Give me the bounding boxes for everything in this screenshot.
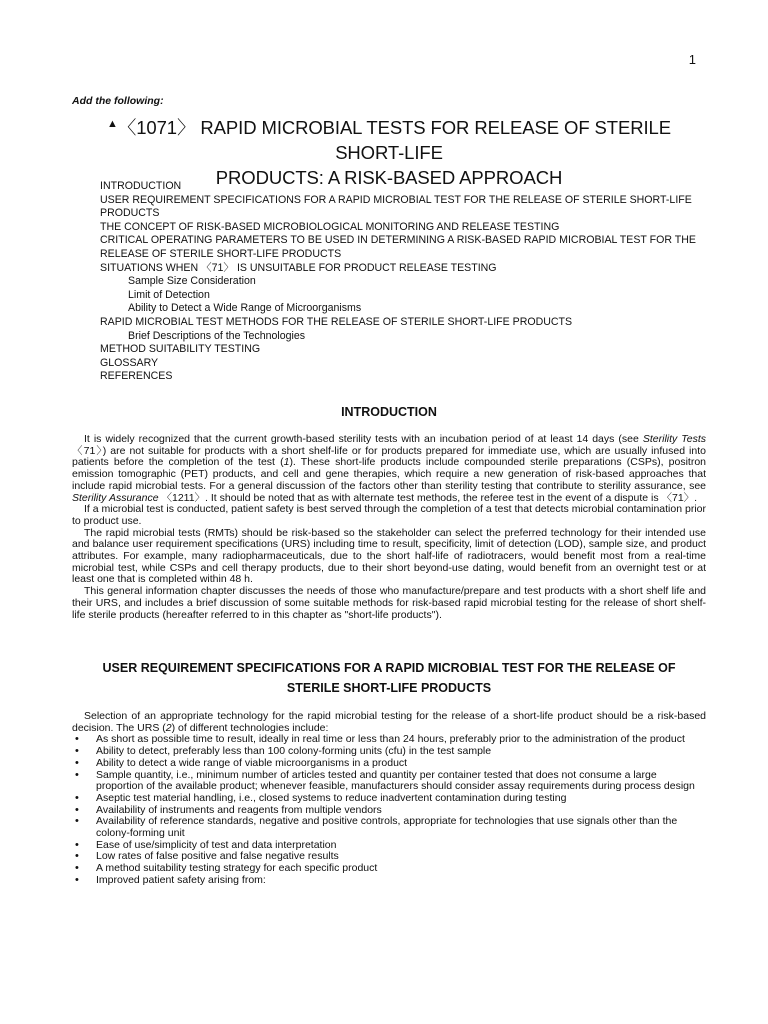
toc-entry: USER REQUIREMENT SPECIFICATIONS FOR A RAPID MICROBIAL TEST FOR THE RELEASE OF STERILE SHORT-LIFE PRODUCTS — [100, 193, 692, 220]
intro-paragraph-2: If a microbial test is conducted, patient safety is best served through the completion of a test that detects microbial contamination prior to product use. — [72, 503, 706, 527]
chapter-title-line1: 〈1071〉 RAPID MICROBIAL TESTS FOR RELEASE OF STERILE SHORT-LIFE — [117, 117, 671, 163]
urs-heading-line1: USER REQUIREMENT SPECIFICATIONS FOR A RAPID MICROBIAL TEST FOR THE RELEASE OF — [102, 661, 676, 675]
toc-entry: RAPID MICROBIAL TEST METHODS FOR THE RELEASE OF STERILE SHORT-LIFE PRODUCTS — [100, 315, 573, 328]
table-of-contents — [100, 180, 700, 384]
urs-bullet-item: • Ability to detect a wide range of viable microorganisms in a product — [72, 758, 706, 770]
introduction-body — [72, 434, 706, 621]
urs-bullet-item: • Availability of instruments and reagents from multiple vendors — [72, 805, 706, 817]
toc-entry: Sample Size Consideration — [128, 275, 256, 288]
urs-bullet-item: • Aseptic test material handling, i.e., closed systems to reduce inadvertent contamination during testing — [72, 793, 706, 805]
urs-body — [72, 711, 706, 887]
urs-bullet-item: • As short as possible time to result, ideally in real time or less than 24 hours, preferably prior to the administration of the product — [72, 734, 706, 746]
intro-paragraph-1: It is widely recognized that the current growth-based sterility tests with an incubation period of at least 14 days (see Sterility Tests 〈71〉) are not suitable for products with a short shelf-life or for products prepared for immediate use, which are usually infused into patients before the completion of the test (1). These short-life products include compounded sterile preparations (CSPs), positron emission tomographic (PET) products, and cell and gene therapies, which require a new generation of risk-based approaches that include rapid microbial tests. For a general discussion of the factors other than sterility testing that contribute to sterility assurance, see Sterility Assurance 〈1211〉. It should be noted that as with alternate test methods, the referee test in the event of a dispute is 〈71〉. — [72, 433, 707, 504]
intro-paragraph-3: The rapid microbial tests (RMTs) should be risk-based so the stakeholder can select the preferred technology for their intended use and balance user requirement specifications (URS) including time to result, specificity, limit of detection (LOD), sample size, and product attributes. For example, many radiopharmaceuticals, due to the short half-life of radiotracers, would benefit most from a real-time microbial test, while CSPs and cell therapy products, due to their short beyond-use dating, would benefit from an overnight test or at least one that is completed within 48 h. — [72, 526, 706, 586]
page-number: 1 — [688, 52, 696, 67]
chapter-title — [72, 112, 706, 190]
toc-entry: Brief Descriptions of the Technologies — [128, 329, 306, 342]
urs-bullet-item: • Sample quantity, i.e., minimum number of articles tested and quantity per container tested that does not consume a large proportion of the available product; whenever feasible, manufacturers should consider assay requirements during process design — [72, 770, 706, 793]
toc-entry: SITUATIONS WHEN 〈71〉 IS UNSUITABLE FOR PRODUCT RELEASE TESTING — [100, 261, 497, 274]
toc-entry: REFERENCES — [100, 370, 173, 383]
toc-entry: Ability to Detect a Wide Range of Microorganisms — [128, 302, 362, 315]
urs-bullet-item: • A method suitability testing strategy for each specific product — [72, 863, 706, 875]
chapter-title-line2: PRODUCTS: A RISK-BASED APPROACH — [215, 167, 563, 188]
toc-entry: Limit of Detection — [128, 288, 210, 301]
toc-entry: THE CONCEPT OF RISK-BASED MICROBIOLOGICAL MONITORING AND RELEASE TESTING — [100, 220, 560, 233]
toc-entry: CRITICAL OPERATING PARAMETERS TO BE USED IN DETERMINING A RISK-BASED RAPID MICROBIAL TEST FOR THE RELEASE OF STERILE SHORT-LIFE PRODUCTS — [100, 234, 696, 260]
urs-bullet-item: • Availability of reference standards, negative and positive controls, appropriate for technologies that use signals other than the colony-forming unit — [72, 816, 706, 839]
urs-bullet-item: • Low rates of false positive and false negative results — [72, 851, 706, 863]
urs-bullet-item: • Ease of use/simplicity of test and data interpretation — [72, 840, 706, 852]
section-heading-introduction: INTRODUCTION — [341, 405, 437, 419]
insertion-marker-icon: ▲ — [107, 118, 118, 130]
urs-heading-line2: STERILE SHORT-LIFE PRODUCTS — [286, 681, 492, 695]
urs-bullet-item: • Ability to detect, preferably less than 100 colony-forming units (cfu) in the test sample — [72, 746, 706, 758]
toc-entry: INTRODUCTION — [100, 180, 182, 192]
toc-entry: METHOD SUITABILITY TESTING — [100, 343, 261, 356]
toc-entry: GLOSSARY — [100, 356, 159, 369]
add-note: Add the following: — [72, 95, 164, 107]
section-heading-urs — [72, 658, 706, 698]
urs-bullet-item: • Improved patient safety arising from: — [72, 875, 706, 887]
urs-bullet-list — [72, 734, 706, 886]
intro-paragraph-4: This general information chapter discusses the needs of those who manufacture/prepare and test products with a short shelf life and their URS, and includes a brief discussion of some suitable methods for risk-based rapid microbial testing for the release of short shelf-life sterile products (hereafter referred to in this chapter as "short-life products"). — [72, 585, 706, 621]
urs-paragraph-1: Selection of an appropriate technology for the rapid microbial testing for the release of a short-life product should be a risk-based decision. The URS (2) of different technologies include: — [72, 710, 706, 734]
